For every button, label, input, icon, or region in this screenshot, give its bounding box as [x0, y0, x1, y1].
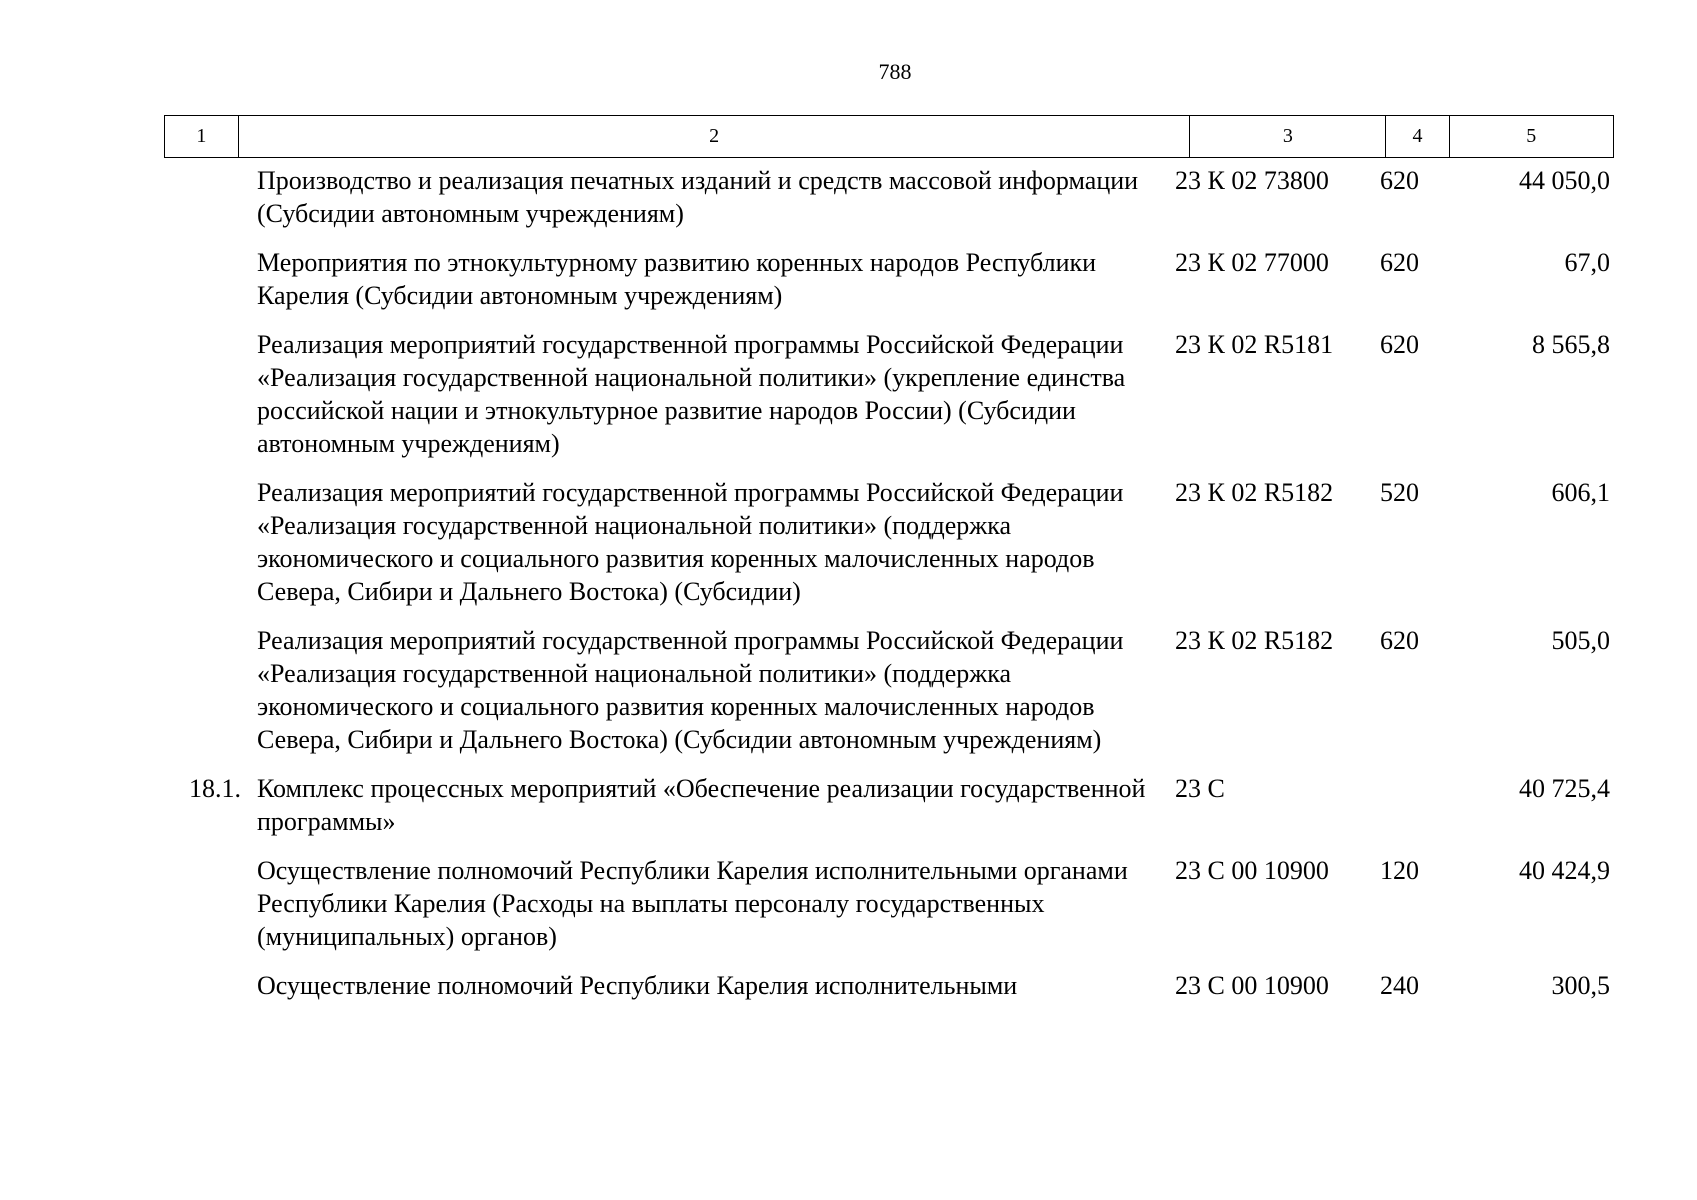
- table-row: [164, 476, 1618, 624]
- row-number: [164, 969, 249, 1018]
- row-amount: 67,0: [1564, 248, 1610, 277]
- row-type: 620: [1380, 330, 1419, 359]
- row-code: 23 К 02 73800: [1175, 166, 1329, 195]
- row-code: 23 С: [1175, 774, 1225, 803]
- row-type: [1368, 772, 1447, 854]
- header-row: [165, 116, 1614, 158]
- row-number: [164, 164, 249, 246]
- row-type: 520: [1380, 478, 1419, 507]
- row-code: 23 К 02 77000: [1175, 248, 1329, 277]
- header-col-5: 5: [1449, 116, 1613, 158]
- table-row: [164, 624, 1618, 772]
- row-number: [164, 624, 249, 772]
- row-code: 23 К 02 R5181: [1175, 330, 1334, 359]
- row-amount: 40 424,9: [1519, 856, 1610, 885]
- row-number: [164, 328, 249, 476]
- row-code: 23 К 02 R5182: [1175, 626, 1334, 655]
- row-code: 23 К 02 R5182: [1175, 478, 1334, 507]
- header-col-1: 1: [165, 116, 239, 158]
- table-header: [164, 115, 1614, 158]
- table-row: [164, 164, 1618, 246]
- page-number: 788: [878, 59, 912, 84]
- row-amount: 300,5: [1551, 971, 1610, 1000]
- row-name: Реализация мероприятий государственной программы Российской Федерации «Реализация государственной национальной политики» (поддержка экономического и социального развития коренных малочисленных народов Севера, Сибири и Дальнего Востока) (Субсидии автономным учреждениям): [257, 626, 1124, 754]
- row-name: Реализация мероприятий государственной программы Российской Федерации «Реализация государственной национальной политики» (поддержка экономического и социального развития коренных малочисленных народов Севера, Сибири и Дальнего Востока) (Субсидии): [257, 478, 1124, 606]
- row-type: 620: [1380, 626, 1419, 655]
- row-number: 18.1.: [189, 774, 241, 803]
- row-name: Комплекс процессных мероприятий «Обеспечение реализации государственной программы»: [257, 774, 1146, 836]
- row-amount: 8 565,8: [1532, 330, 1610, 359]
- table-row: [164, 772, 1618, 854]
- row-name: Осуществление полномочий Республики Карелия исполнительными органами Республики Карелия (Расходы на выплаты персоналу государственных (муниципальных) органов): [257, 856, 1128, 951]
- row-type: 620: [1380, 166, 1419, 195]
- table-row: [164, 969, 1618, 1018]
- row-number: [164, 476, 249, 624]
- row-amount: 606,1: [1551, 478, 1610, 507]
- row-type: 120: [1380, 856, 1419, 885]
- header-col-2: 2: [238, 116, 1190, 158]
- row-amount: 44 050,0: [1519, 166, 1610, 195]
- row-number: [164, 246, 249, 328]
- row-type: 620: [1380, 248, 1419, 277]
- table-row: [164, 246, 1618, 328]
- row-code: 23 С 00 10900: [1175, 971, 1329, 1000]
- row-type: 240: [1380, 971, 1419, 1000]
- row-number: [164, 854, 249, 969]
- row-amount: 505,0: [1551, 626, 1610, 655]
- header-col-3: 3: [1190, 116, 1386, 158]
- row-name: Мероприятия по этнокультурному развитию коренных народов Республики Карелия (Субсидии автономным учреждениям): [257, 248, 1097, 310]
- row-amount: 40 725,4: [1519, 774, 1610, 803]
- table-row: [164, 854, 1618, 969]
- budget-table: [164, 164, 1618, 1018]
- row-name: Производство и реализация печатных изданий и средств массовой информации (Субсидии автономным учреждениям): [257, 166, 1139, 228]
- header-col-4: 4: [1386, 116, 1449, 158]
- table-row: [164, 328, 1618, 476]
- row-code: 23 С 00 10900: [1175, 856, 1329, 885]
- row-name: Реализация мероприятий государственной программы Российской Федерации «Реализация государственной национальной политики» (укрепление единства российской нации и этнокультурное развитие народов России) (Субсидии автономным учреждениям): [257, 330, 1126, 458]
- row-name: Осуществление полномочий Республики Карелия исполнительными: [257, 971, 1018, 1000]
